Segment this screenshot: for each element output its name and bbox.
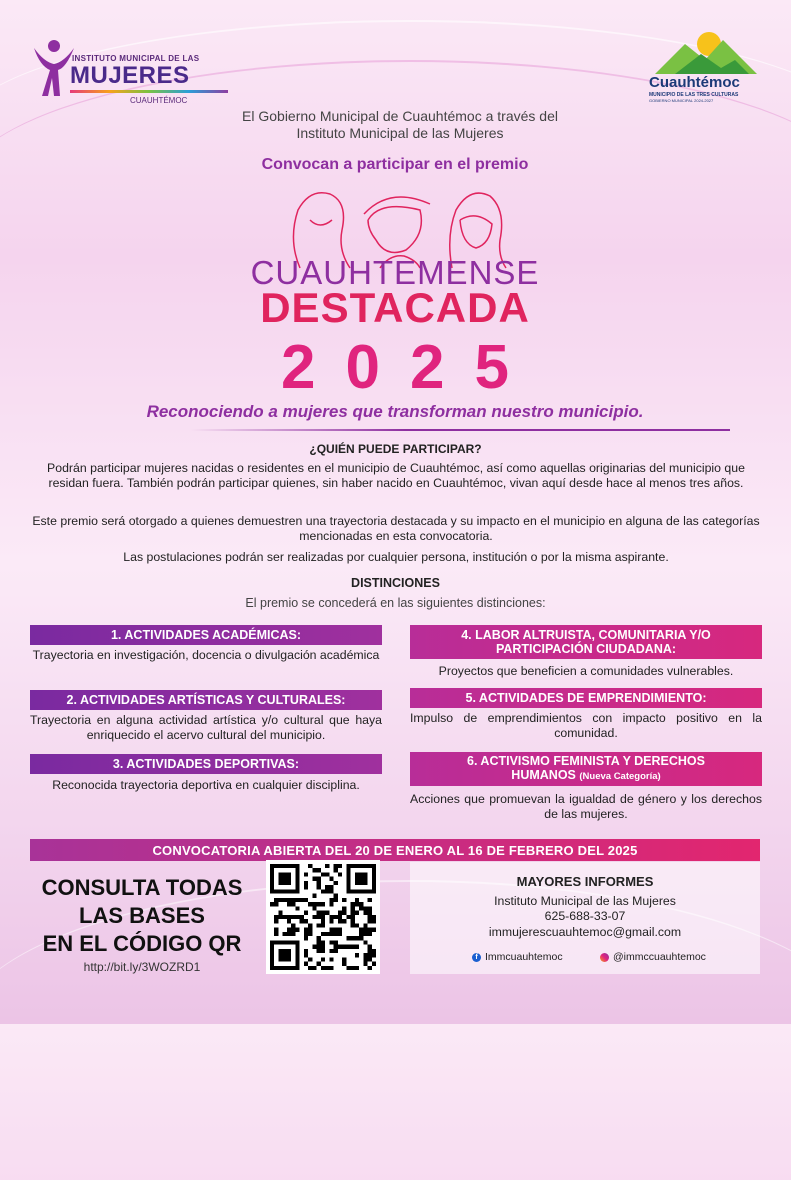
divider xyxy=(190,429,730,431)
facebook-handle: Immcuauhtemoc xyxy=(485,951,563,963)
convocatoria-banner: CONVOCATORIA ABIERTA DEL 20 DE ENERO AL 16 DE FEBRERO DEL 2025 xyxy=(30,839,760,861)
category-6-title-wrap xyxy=(410,754,762,784)
category-4-title-text: 4. LABOR ALTRUISTA, COMUNITARIA Y/O PARTICIPACIÓN CIUDADANA: xyxy=(461,628,711,656)
category-2-desc: Trayectoria en alguna actividad artística y/o cultural que haya enriquecido el acervo cultural del municipio. xyxy=(30,713,382,742)
cuauhtemoc-logo xyxy=(645,30,767,110)
logo-line1: INSTITUTO MUNICIPAL DE LAS xyxy=(72,54,200,63)
category-6-title-text: 6. ACTIVISMO FEMINISTA Y DERECHOS HUMANOS xyxy=(467,754,705,782)
consulta-line1: CONSULTA TODAS xyxy=(41,875,243,900)
instituto-mujeres-logo xyxy=(30,36,210,106)
category-1-title: 1. ACTIVIDADES ACADÉMICAS: xyxy=(30,625,382,645)
category-6-title xyxy=(410,752,762,786)
info-phone[interactable]: 625-688-33-07 xyxy=(544,909,626,923)
distinciones-subtitle: El premio se concederá en las siguientes distinciones: xyxy=(245,596,546,610)
quien-paragraph-2: Este premio será otorgado a quienes demuestren una trayectoria destacada y su impacto en el municipio en alguna de las categorías mencionadas en esta convocatoria. xyxy=(32,514,760,543)
category-1-desc: Trayectoria en investigación, docencia o divulgación académica xyxy=(32,648,380,662)
instagram-icon xyxy=(600,953,609,962)
logo-line2: MUJERES xyxy=(70,62,190,89)
quien-paragraph-1: Podrán participar mujeres nacidas o residentes en el municipio de Cuauhtémoc, así como aquellas originarias del municipio que residan fuera. También podrán participar quienes, sin haber nacido en Cuauhtémoc, vivan aquí desde hace al menos tres años. xyxy=(47,461,745,490)
category-2-title: 2. ACTIVIDADES ARTÍSTICAS Y CULTURALES: xyxy=(30,690,382,710)
category-4-desc: Proyectos que beneficien a comunidades vulnerables. xyxy=(438,664,734,678)
header-line2: Instituto Municipal de las Mujeres xyxy=(296,125,504,141)
qr-code[interactable] xyxy=(266,860,380,974)
info-email[interactable]: immujerescuauhtemoc@gmail.com xyxy=(488,925,682,939)
category-4-title xyxy=(410,625,762,659)
info-title: MAYORES INFORMES xyxy=(516,874,654,889)
logo-right-subtitle2: GOBIERNO MUNICIPAL 2024-2027 xyxy=(649,98,714,103)
quien-heading: ¿QUIÉN PUEDE PARTICIPAR? xyxy=(309,442,482,456)
quien-paragraph-3: Las postulaciones podrán ser realizadas por cualquier persona, institución o por la misma aspirante. xyxy=(123,550,669,564)
award-line1: CUAUHTEMENSE xyxy=(250,254,540,291)
logo-right-name: Cuauhtémoc xyxy=(649,74,740,91)
consulta-text xyxy=(22,874,262,958)
header-text xyxy=(180,108,620,142)
bases-link[interactable]: http://bit.ly/3WOZRD1 xyxy=(83,960,201,974)
category-6-tag: (Nueva Categoría) xyxy=(579,771,661,782)
category-3-title: 3. ACTIVIDADES DEPORTIVAS: xyxy=(30,754,382,774)
category-3-desc: Reconocida trayectoria deportiva en cualquier disciplina. xyxy=(52,778,360,792)
consulta-line2: LAS BASES xyxy=(79,903,205,928)
consulta-line3: EN EL CÓDIGO QR xyxy=(42,931,242,956)
category-5-title: 5. ACTIVIDADES DE EMPRENDIMIENTO: xyxy=(410,688,762,708)
category-5-desc: Impulso de emprendimientos con impacto positivo en la comunidad. xyxy=(410,711,762,740)
logo-color-bar xyxy=(70,90,228,93)
category-6-desc: Acciones que promuevan la igualdad de género y los derechos de las mujeres. xyxy=(410,792,762,821)
mountains-icon xyxy=(645,30,767,76)
convocan-heading: Convocan a participar en el premio xyxy=(261,156,529,173)
header-line1: El Gobierno Municipal de Cuauhtémoc a través del xyxy=(242,108,558,124)
facebook-link[interactable] xyxy=(472,951,563,963)
info-org: Instituto Municipal de las Mujeres xyxy=(494,894,676,908)
slogan: Reconociendo a mujeres que transforman nuestro municipio. xyxy=(146,402,644,421)
logo-line3: CUAUHTÉMOC xyxy=(130,96,188,105)
award-year: 2025 xyxy=(281,333,539,402)
award-line2: DESTACADA xyxy=(260,284,530,331)
distinciones-heading: DISTINCIONES xyxy=(351,576,440,590)
instagram-link[interactable] xyxy=(600,951,706,963)
facebook-icon: f xyxy=(472,953,481,962)
qr-code-icon xyxy=(270,864,376,970)
info-box xyxy=(410,862,760,974)
logo-right-subtitle: MUNICIPIO DE LAS TRES CULTURAS xyxy=(649,92,739,98)
instagram-handle: @immccuauhtemoc xyxy=(613,951,706,963)
